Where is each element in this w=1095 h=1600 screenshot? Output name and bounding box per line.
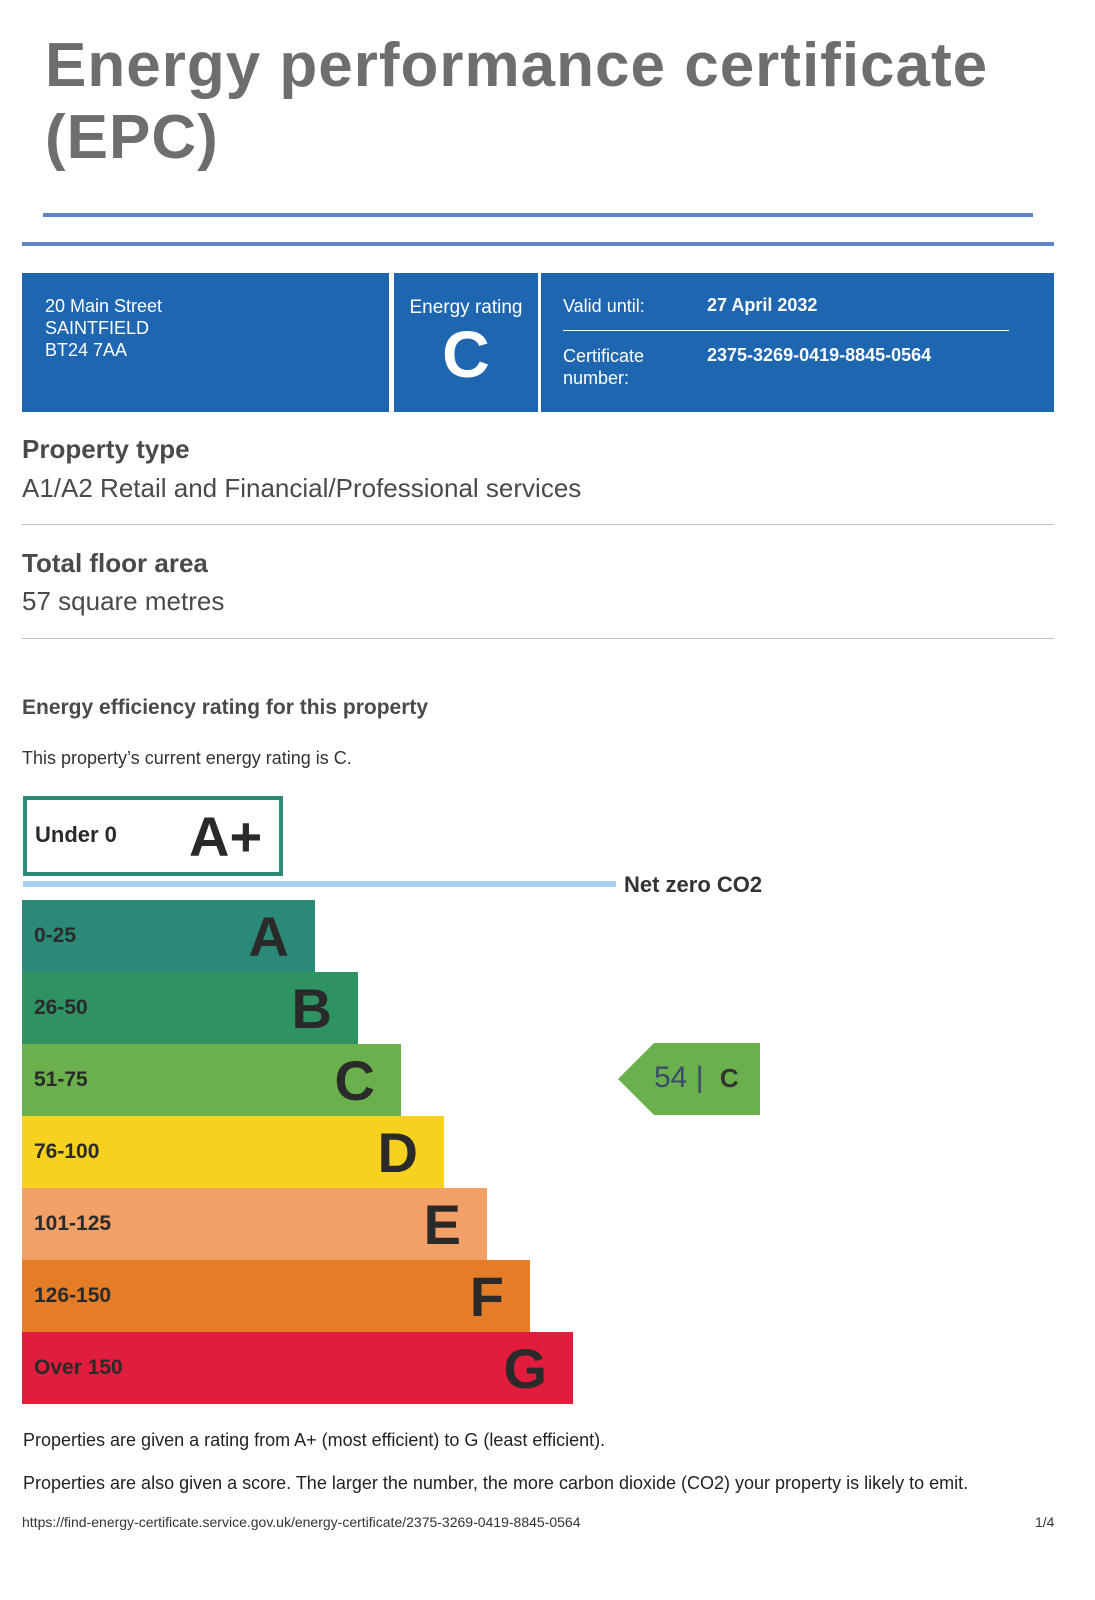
certificate-number-value: 2375-3269-0419-8845-0564 [707, 345, 932, 365]
band-letter: C [334, 1049, 375, 1112]
certificate-url[interactable]: https://find-energy-certificate.service.gov.uk/energy-certificate/2375-3269-0419-8845-0564 [22, 1514, 581, 1530]
section-divider [22, 638, 1054, 639]
address-line-2: SAINTFIELD [45, 318, 150, 338]
header-divider [22, 242, 1054, 246]
band-f [22, 1260, 530, 1332]
band-letter: F [469, 1265, 504, 1328]
band-range: 51-75 [34, 1068, 88, 1091]
address-line-1: 20 Main Street [45, 296, 163, 316]
current-score: 54 [654, 1061, 688, 1094]
property-type-value: A1/A2 Retail and Financial/Professional services [22, 473, 582, 503]
band-letter: G [503, 1337, 547, 1400]
page-number: 1/4 [1035, 1514, 1055, 1530]
band-letter: E [423, 1193, 461, 1256]
title-divider [43, 213, 1033, 217]
band-range: 0-25 [34, 924, 77, 947]
energy-rating-label: Energy rating [409, 297, 523, 318]
current-rating-marker [618, 1043, 760, 1115]
band-range: Over 150 [34, 1356, 123, 1379]
band-letter: D [377, 1121, 418, 1184]
net-zero-label: Net zero CO2 [624, 872, 763, 897]
section-divider [22, 524, 1054, 525]
address-panel [22, 273, 389, 412]
address-line-3: BT24 7AA [45, 340, 128, 360]
band-aplus-range: Under 0 [35, 822, 117, 847]
validity-panel [541, 273, 1054, 412]
band-aplus [23, 796, 283, 876]
valid-until-value: 27 April 2032 [707, 295, 818, 315]
efficiency-heading: Energy efficiency rating for this property [22, 696, 429, 719]
band-e [22, 1188, 487, 1260]
score-separator: | [695, 1061, 704, 1094]
current-letter: C [719, 1063, 739, 1093]
band-c [22, 1044, 401, 1116]
floor-area-heading: Total floor area [22, 548, 208, 578]
band-range: 126-150 [34, 1284, 112, 1307]
band-letter: A [248, 905, 289, 968]
band-g [22, 1332, 573, 1404]
validity-divider [563, 330, 1009, 331]
energy-rating-panel [394, 273, 538, 412]
certificate-label-line-1: Certificate [563, 346, 645, 366]
band-letter: B [291, 977, 332, 1040]
property-type-heading: Property type [22, 434, 190, 464]
band-a [22, 900, 315, 972]
band-aplus-letter: A+ [189, 805, 263, 868]
band-range: 76-100 [34, 1140, 100, 1163]
certificate-number-label [563, 345, 644, 389]
band-range: 101-125 [34, 1212, 112, 1235]
floor-area-value: 57 square metres [22, 586, 225, 616]
band-d [22, 1116, 444, 1188]
net-zero-line [23, 881, 616, 887]
certificate-label-line-2: number: [563, 368, 630, 388]
current-rating-text [654, 1061, 739, 1095]
footer-paragraph-1: Properties are given a rating from A+ (most efficient) to G (least efficient). [23, 1430, 606, 1450]
efficiency-sentence: This property’s current energy rating is C. [22, 748, 352, 768]
valid-until-label: Valid until: [563, 296, 645, 316]
band-b [22, 972, 358, 1044]
band-range: 26-50 [34, 996, 88, 1019]
energy-rating-value: C [442, 317, 490, 391]
page-title: Energy performance certificate (EPC) [45, 31, 989, 172]
footer-paragraph-2: Properties are also given a score. The larger the number, the more carbon dioxide (CO2) your property is likely to emit. [23, 1473, 969, 1493]
